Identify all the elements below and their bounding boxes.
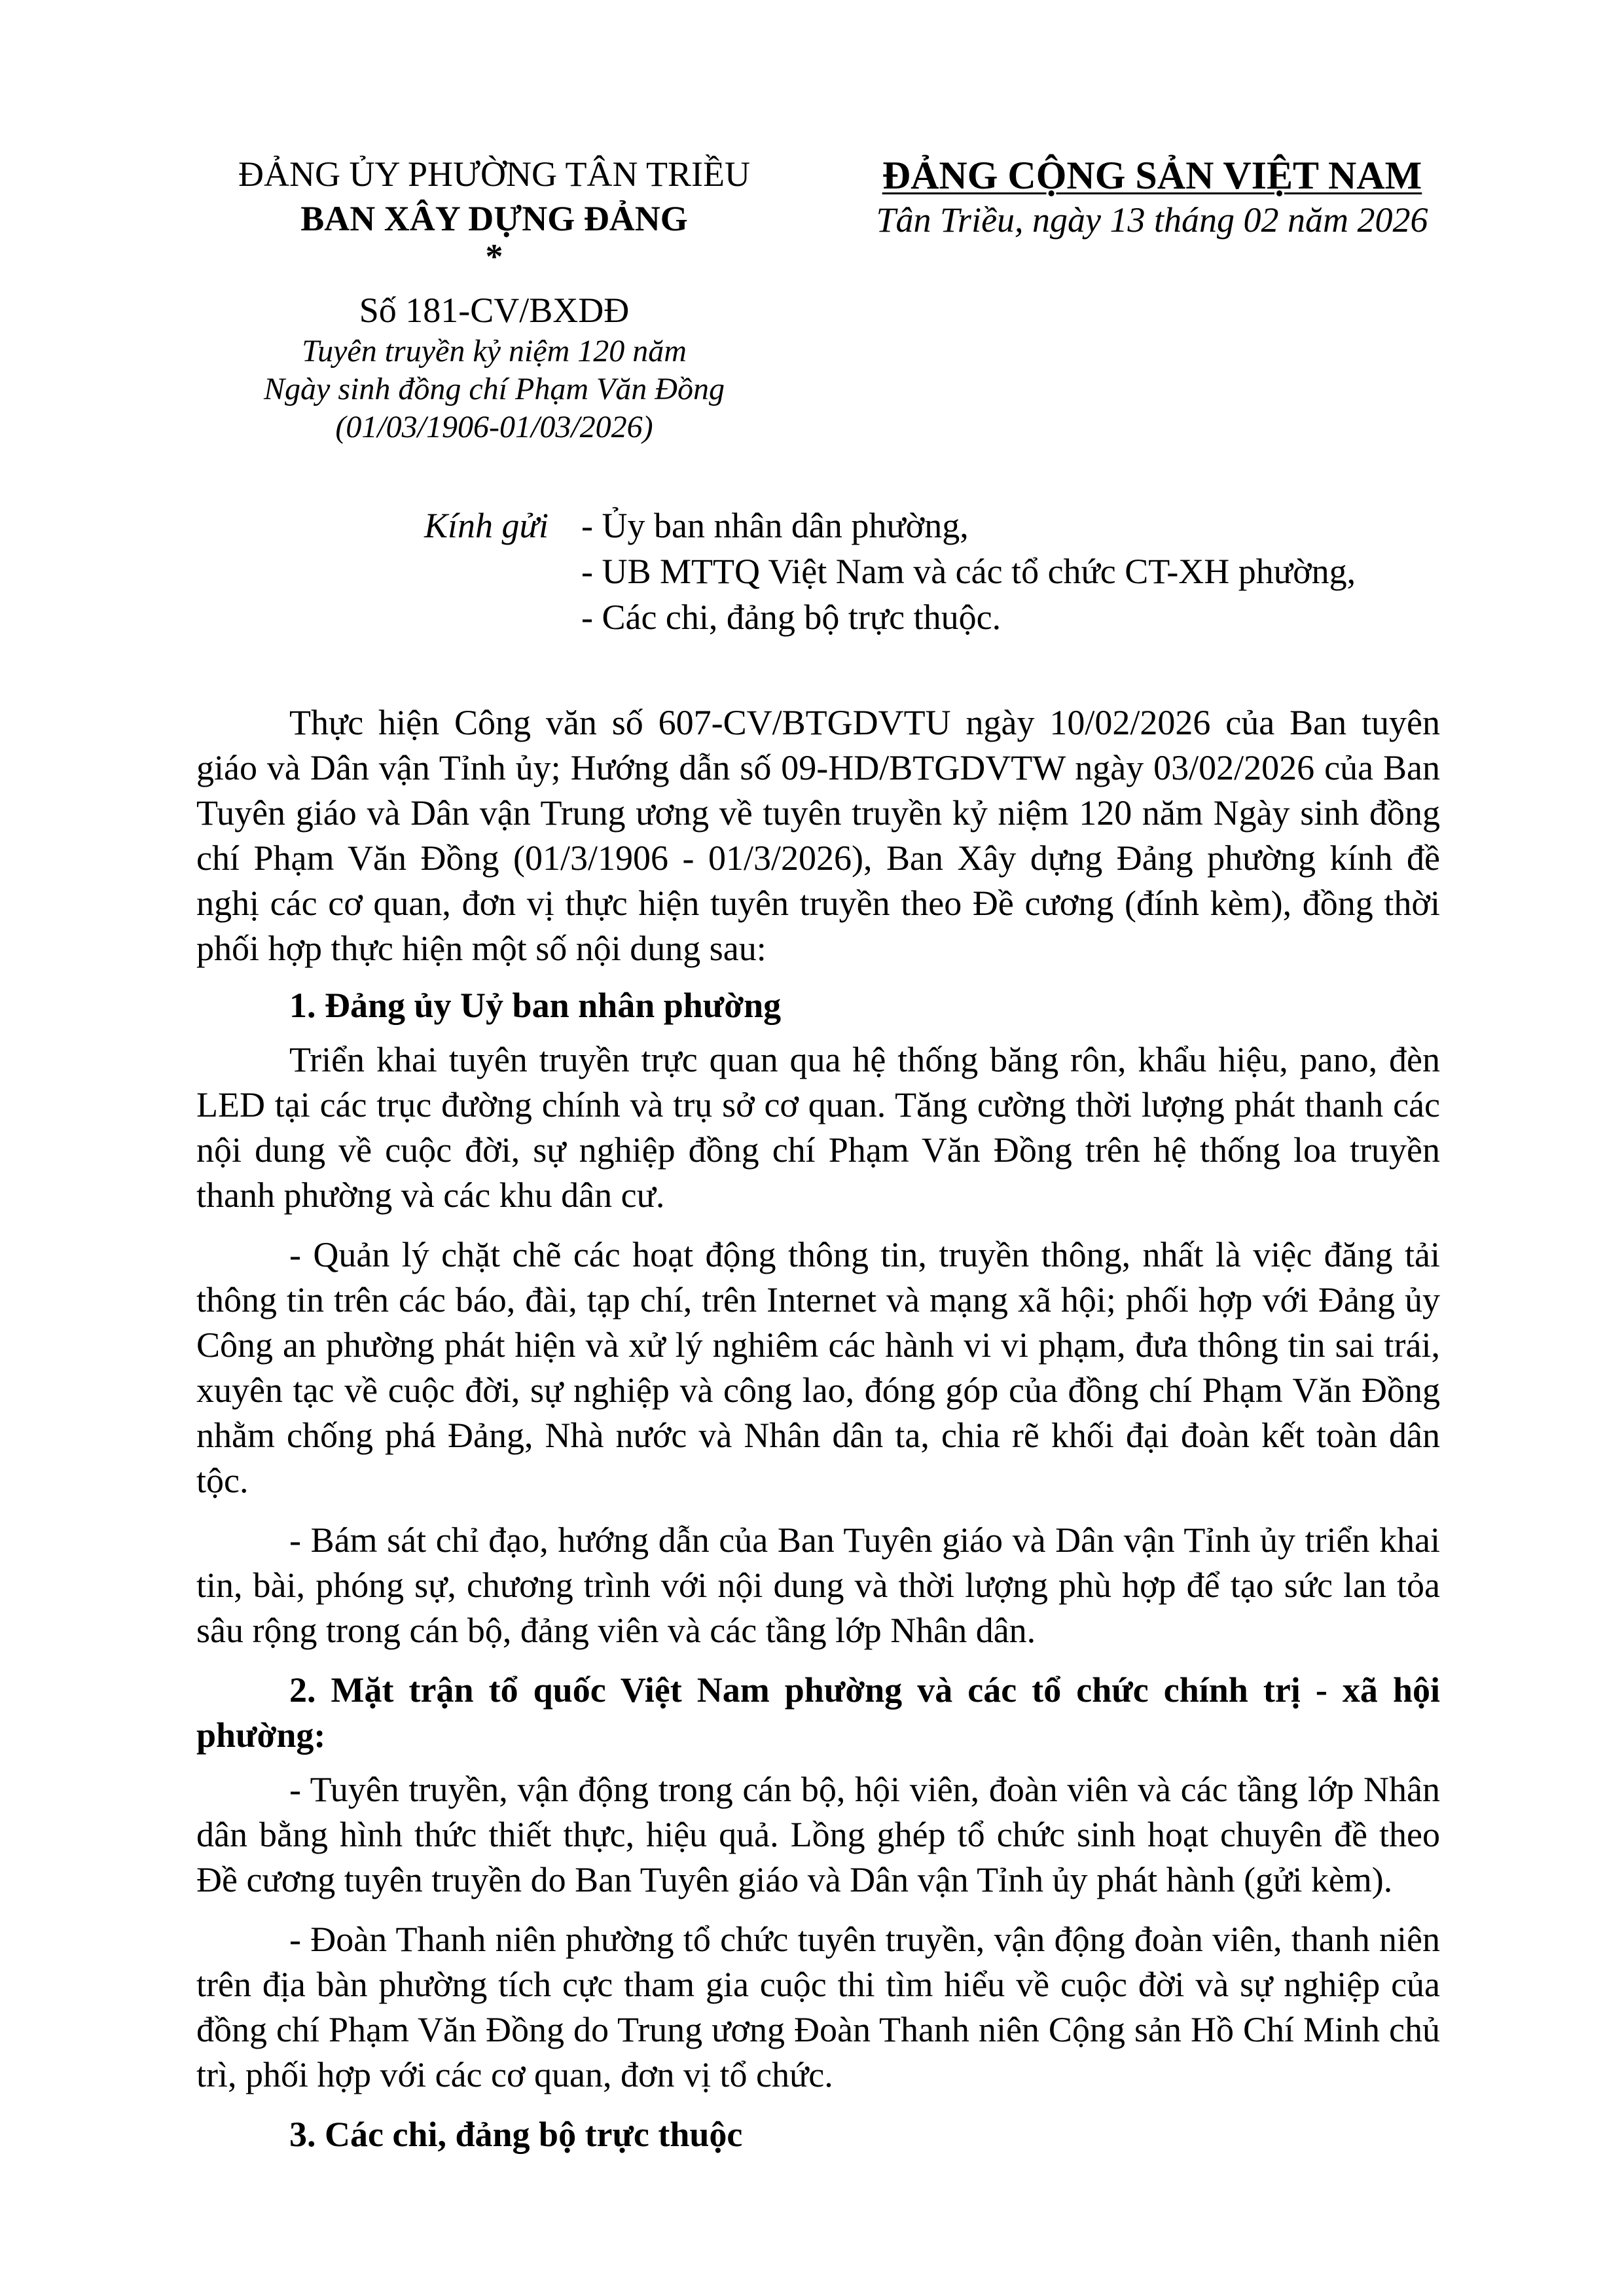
subject-line1: Tuyên truyền kỷ niệm 120 năm xyxy=(302,334,687,368)
section2-heading: 2. Mặt trận tổ quốc Việt Nam phường và các tổ chức chính trị - xã hội phường: xyxy=(196,1670,1440,1755)
recipients-label: Kính gửi xyxy=(424,506,549,545)
org-name-line2: BAN XÂY DỰNG ĐẢNG xyxy=(300,199,688,238)
issuing-organization-block xyxy=(196,152,792,446)
section2-paragraph2: - Đoàn Thanh niên phường tổ chức tuyên truyền, vận động đoàn viên, thanh niên trên địa bàn phường tích cực tham gia cuộc thi tìm hiểu về cuộc đời và sự nghiệp của đồng chí Phạm Văn Đồng do Trung ương Đoàn Thanh niên Cộng sản Hồ Chí Minh chủ trì, phối hợp với các cơ quan, đơn vị tổ chức. xyxy=(196,1920,1440,2094)
star-separator: * xyxy=(485,237,503,276)
recipient-item: - Ủy ban nhân dân phường, xyxy=(581,506,969,545)
section3-heading: 3. Các chi, đảng bộ trực thuộc xyxy=(289,2115,743,2154)
org-name-line1: ĐẢNG ỦY PHƯỜNG TÂN TRIỀU xyxy=(238,154,750,194)
section2-paragraph1: - Tuyên truyền, vận động trong cán bộ, hội viên, đoàn viên và các tầng lớp Nhân dân bằng hình thức thiết thực, hiệu quả. Lồng ghép tổ chức sinh hoạt chuyên đề theo Đề cương tuyên truyền do Ban Tuyên giáo và Dân vận Tỉnh ủy phát hành (gửi kèm). xyxy=(196,1770,1440,1899)
party-name: ĐẢNG CỘNG SẢN VIỆT NAM xyxy=(882,154,1422,197)
intro-paragraph: Thực hiện Công văn số 607-CV/BTGDVTU ngày 10/02/2026 của Ban tuyên giáo và Dân vận Tỉnh ủy; Hướng dẫn số 09-HD/BTGDVTW ngày 03/02/2026 của Ban Tuyên giáo và Dân vận Trung ương về tuyên truyền kỷ niệm 120 năm Ngày sinh đồng chí Phạm Văn Đồng (01/3/1906 - 01/3/2026), Ban Xây dựng Đảng phường kính đề nghị các cơ quan, đơn vị thực hiện tuyên truyền theo Đề cương (đính kèm), đồng thời phối hợp thực hiện một số nội dung sau: xyxy=(196,703,1440,968)
section1-heading: 1. Đảng ủy Uỷ ban nhân phường xyxy=(289,986,782,1025)
recipient-item: - Các chi, đảng bộ trực thuộc. xyxy=(581,598,1001,637)
recipients-list xyxy=(581,503,1356,640)
subject-line3: (01/03/1906-01/03/2026) xyxy=(335,410,653,444)
document-body xyxy=(196,700,1440,2166)
section1-paragraph3: - Bám sát chỉ đạo, hướng dẫn của Ban Tuyên giáo và Dân vận Tỉnh ủy triển khai tin, bài, phóng sự, chương trình với nội dung và thời lượng phù hợp để tạo sức lan tỏa sâu rộng trong cán bộ, đảng viên và các tầng lớp Nhân dân. xyxy=(196,1520,1440,1650)
party-header-block xyxy=(844,152,1460,241)
subject-line2: Ngày sinh đồng chí Phạm Văn Đồng xyxy=(264,372,725,406)
recipient-item: - UB MTTQ Việt Nam và các tổ chức CT-XH phường, xyxy=(581,552,1356,591)
place-date: Tân Triều, ngày 13 tháng 02 năm 2026 xyxy=(876,200,1428,240)
section1-paragraph1: Triển khai tuyên truyền trực quan qua hệ thống băng rôn, khẩu hiệu, pano, đèn LED tại các trục đường chính và trụ sở cơ quan. Tăng cường thời lượng phát thanh các nội dung về cuộc đời, sự nghiệp đồng chí Phạm Văn Đồng trên hệ thống loa truyền thanh phường và các khu dân cư. xyxy=(196,1040,1440,1215)
section1-paragraph2: - Quản lý chặt chẽ các hoạt động thông tin, truyền thông, nhất là việc đăng tải thông tin trên các báo, đài, tạp chí, trên Internet và mạng xã hội; phối hợp với Đảng ủy Công an phường phát hiện và xử lý nghiêm các hành vi vi phạm, đưa thông tin sai trái, xuyên tạc về cuộc đời, sự nghiệp và công lao, đóng góp của đồng chí Phạm Văn Đồng nhằm chống phá Đảng, Nhà nước và Nhân dân ta, chia rẽ khối đại đoàn kết toàn dân tộc. xyxy=(196,1235,1440,1500)
document-number: Số 181-CV/BXDĐ xyxy=(359,291,630,330)
